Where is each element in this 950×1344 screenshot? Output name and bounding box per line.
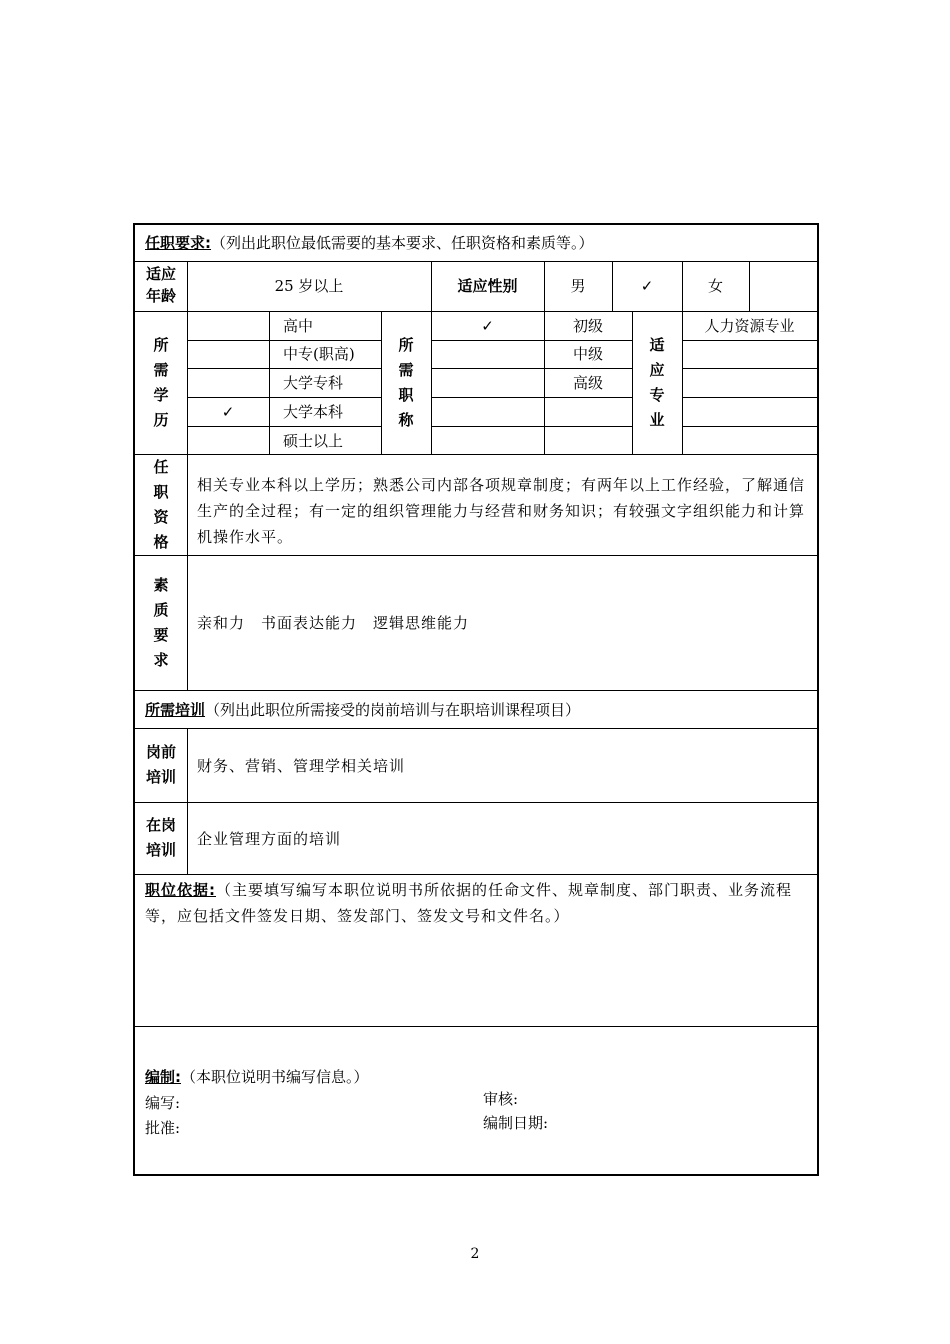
qualification-text: 相关专业本科以上学历；熟悉公司内部各项规章制度；有两年以上工作经验，了解通信生产的全过程；有一定的组织管理能力与经营和财务知识；有较强文字组织能力和计算机操作水平。 — [197, 476, 806, 546]
col-divider — [749, 261, 750, 312]
compile-reviewer: 审核: — [483, 1090, 519, 1108]
compile-heading: 编制: — [145, 1068, 181, 1086]
pre-training-label — [135, 740, 187, 790]
col-divider — [187, 728, 188, 875]
quality-label-char: 求 — [153, 651, 169, 669]
age-value: 25 岁以上 — [274, 277, 344, 295]
qualification-label-char: 任 — [153, 458, 169, 476]
gender-male: 男 — [570, 277, 586, 295]
onjob-training-text: 企业管理方面的培训 — [197, 830, 342, 848]
col-divider — [187, 555, 188, 691]
pre-training-label-line: 岗前 — [145, 743, 176, 761]
row-divider — [187, 368, 382, 369]
requirements-heading: 任职要求: — [145, 234, 211, 252]
education-level: 硕士以上 — [283, 432, 344, 450]
major-label-char: 应 — [649, 361, 665, 379]
requirements-note: （列出此职位最低需要的基本要求、任职资格和素质等。） — [211, 234, 594, 252]
compile-heading-line — [145, 1067, 369, 1087]
qualification-label-char: 资 — [153, 508, 169, 526]
title-level: 初级 — [572, 317, 603, 335]
title-label-char: 需 — [398, 361, 414, 379]
training-heading: 所需培训 — [145, 701, 206, 719]
row-divider — [682, 426, 817, 427]
quality-label-char: 要 — [153, 626, 169, 644]
onjob-training-label — [135, 813, 187, 863]
title-label-char: 所 — [398, 336, 414, 354]
row-divider — [682, 368, 817, 369]
requirements-heading-line — [145, 233, 594, 253]
compile-date: 编制日期: — [483, 1114, 549, 1132]
title-label-char: 称 — [398, 411, 414, 429]
quality-text: 亲和力 书面表达能力 逻辑思维能力 — [197, 614, 470, 632]
row-divider — [682, 397, 817, 398]
col-divider — [187, 454, 188, 556]
page-number: 2 — [470, 1246, 480, 1262]
row-divider — [431, 397, 633, 398]
education-label-char: 需 — [153, 361, 169, 379]
row-divider — [135, 261, 817, 262]
row-divider — [431, 426, 633, 427]
qualification-label-char: 格 — [153, 533, 169, 551]
pre-training-label-line: 培训 — [145, 768, 176, 786]
gender-female: 女 — [707, 277, 723, 295]
title-label — [381, 333, 431, 433]
title-level: 高级 — [572, 374, 603, 392]
row-divider — [431, 368, 633, 369]
age-label-line: 适应 — [145, 265, 176, 283]
qualification-label-char: 职 — [153, 483, 169, 501]
major-label — [632, 333, 682, 433]
col-divider — [269, 311, 270, 455]
basis-heading: 职位依据: — [145, 881, 216, 899]
compile-note: （本职位说明书编写信息。） — [181, 1068, 369, 1086]
onjob-training-label-line: 在岗 — [145, 816, 176, 834]
row-divider — [135, 802, 817, 803]
row-divider — [135, 690, 817, 691]
education-label — [135, 333, 187, 433]
education-level: 高中 — [283, 317, 314, 335]
row-divider — [135, 454, 817, 455]
row-divider — [135, 311, 817, 312]
major-value: 人力资源专业 — [704, 317, 795, 335]
job-description-table — [133, 223, 819, 1176]
row-divider — [135, 728, 817, 729]
education-level: 大学专科 — [283, 374, 344, 392]
major-label-char: 业 — [649, 411, 665, 429]
education-level: 中专(职高) — [283, 345, 355, 363]
row-divider — [135, 874, 817, 875]
row-divider — [682, 340, 817, 341]
compile-approver: 批准: — [145, 1119, 181, 1137]
quality-label-char: 素 — [153, 576, 169, 594]
row-divider — [187, 397, 382, 398]
row-divider — [431, 340, 633, 341]
row-divider — [187, 340, 382, 341]
education-check: ✓ — [221, 403, 235, 421]
major-label-char: 专 — [649, 386, 665, 404]
education-label-char: 学 — [153, 386, 169, 404]
title-level: 中级 — [572, 345, 603, 363]
row-divider — [135, 1026, 817, 1027]
row-divider — [135, 555, 817, 556]
training-heading-line — [145, 700, 580, 720]
education-label-char: 所 — [153, 336, 169, 354]
pre-training-text: 财务、营销、管理学相关培训 — [197, 757, 406, 775]
education-label-char: 历 — [153, 411, 169, 429]
basis-paragraph — [145, 877, 813, 929]
age-label-line: 年龄 — [145, 287, 176, 305]
age-label — [135, 263, 187, 307]
onjob-training-label-line: 培训 — [145, 841, 176, 859]
quality-label — [135, 573, 187, 673]
row-divider — [187, 426, 382, 427]
gender-male-check: ✓ — [640, 277, 654, 295]
title-check: ✓ — [481, 317, 494, 335]
quality-label-char: 质 — [153, 601, 169, 619]
major-label-char: 适 — [649, 336, 665, 354]
compile-writer: 编写: — [145, 1094, 181, 1112]
title-label-char: 职 — [398, 386, 414, 404]
gender-label: 适应性别 — [457, 277, 518, 295]
basis-note: （主要填写编写本职位说明书所依据的任命文件、规章制度、部门职责、业务流程等，应包括文件签发日期、签发部门、签发文号和文件名。） — [145, 881, 793, 925]
training-note: （列出此职位所需接受的岗前培训与在职培训课程项目） — [205, 701, 581, 719]
education-level: 大学本科 — [283, 403, 344, 421]
qualification-label — [135, 455, 187, 555]
